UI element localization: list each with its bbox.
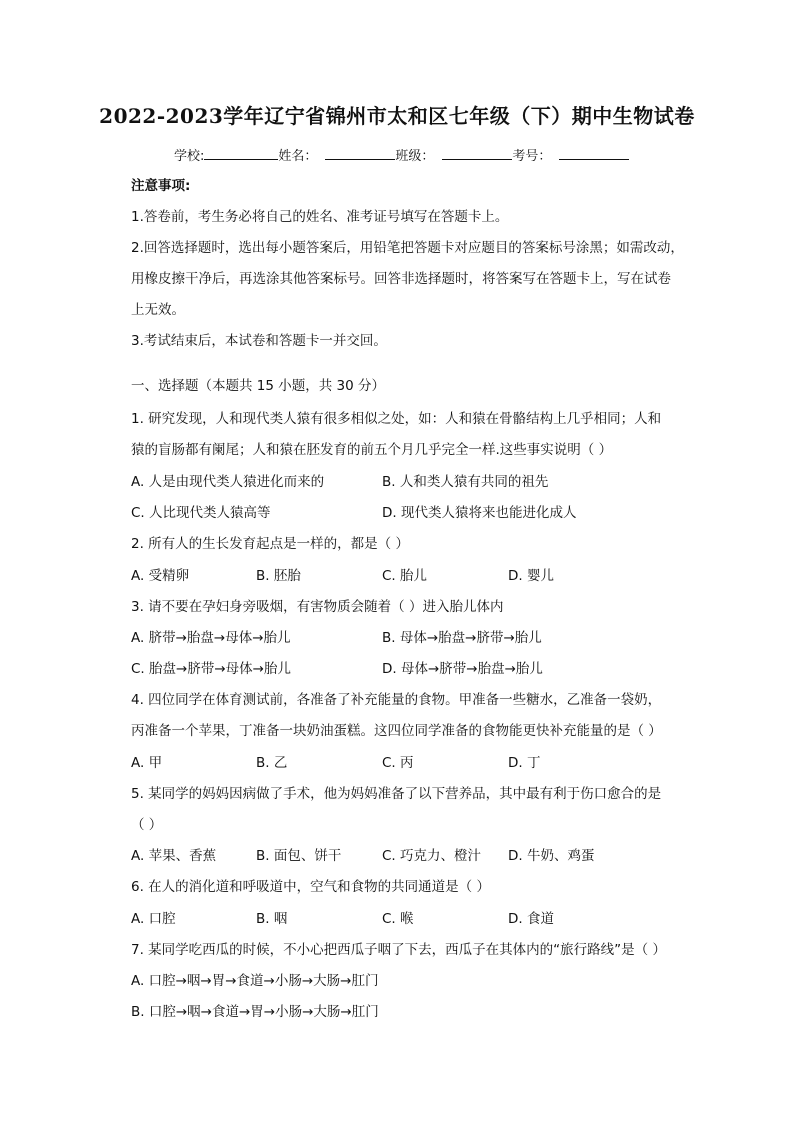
page-title: 2022-2023学年辽宁省锦州市太和区七年级（下）期中生物试卷 bbox=[99, 104, 695, 128]
q1-option-d: D. 现代类人猿将来也能进化成人 bbox=[382, 505, 577, 521]
notice-item: 用橡皮擦干净后，再选涂其他答案标号。回答非选择题时，将答案写在答题卡上，写在试卷 bbox=[131, 271, 671, 287]
question-2-text: 2. 所有人的生长发育起点是一样的，都是（ ） bbox=[131, 536, 409, 552]
question-5-text: （ ） bbox=[131, 817, 163, 833]
question-4-text: 丙准备一个苹果，丁准备一块奶油蛋糕。这四位同学准备的食物能更快补充能量的是（ ） bbox=[131, 723, 662, 739]
question-4-text: 4. 四位同学在体育测试前，各准备了补充能量的食物。甲准备一些糖水，乙准备一袋奶， bbox=[131, 692, 662, 708]
class-label: 班级： bbox=[395, 149, 435, 164]
q6-option-d: D. 食道 bbox=[508, 911, 554, 927]
question-5-text: 5. 某同学的妈妈因病做了手术，他为妈妈准备了以下营养品，其中最有利于伤口愈合的是 bbox=[131, 786, 662, 802]
notice-item: 上无效。 bbox=[131, 302, 185, 318]
name-blank[interactable] bbox=[325, 147, 395, 160]
q3-option-d: D. 母体→脐带→胎盘→胎儿 bbox=[382, 661, 543, 677]
student-info-line bbox=[174, 145, 629, 164]
q5-option-b: B. 面包、饼干 bbox=[256, 848, 342, 864]
q2-option-a: A. 受精卵 bbox=[131, 568, 190, 584]
q4-option-d: D. 丁 bbox=[508, 755, 541, 771]
notice-item: 1.答卷前，考生务必将自己的姓名、准考证号填写在答题卡上。 bbox=[131, 209, 509, 225]
q2-option-c: C. 胎儿 bbox=[382, 568, 428, 584]
notice-item: 2.回答选择题时，选出每小题答案后，用铅笔把答题卡对应题目的答案标号涂黑；如需改动， bbox=[131, 240, 684, 256]
q1-option-c: C. 人比现代类人猿高等 bbox=[131, 505, 271, 521]
q5-option-d: D. 牛奶、鸡蛋 bbox=[508, 848, 595, 864]
section-heading: 一、选择题（本题共 15 小题，共 30 分） bbox=[131, 378, 386, 394]
q5-option-a: A. 苹果、香蕉 bbox=[131, 848, 217, 864]
q6-option-a: A. 口腔 bbox=[131, 911, 176, 927]
q4-option-c: C. 丙 bbox=[382, 755, 414, 771]
q3-option-b: B. 母体→胎盘→脐带→胎儿 bbox=[382, 630, 542, 646]
question-1-text: 1. 研究发现，人和现代类人猿有很多相似之处，如：人和猿在骨骼结构上几乎相同；人和 bbox=[131, 411, 662, 427]
q7-option-b: B. 口腔→咽→食道→胃→小肠→大肠→肛门 bbox=[131, 1004, 379, 1020]
q6-option-c: C. 喉 bbox=[382, 911, 414, 927]
question-6-text: 6. 在人的消化道和呼吸道中，空气和食物的共同通道是（ ） bbox=[131, 879, 490, 895]
q2-option-b: B. 胚胎 bbox=[256, 568, 301, 584]
q4-option-b: B. 乙 bbox=[256, 755, 288, 771]
q3-option-c: C. 胎盘→脐带→母体→胎儿 bbox=[131, 661, 291, 677]
school-blank[interactable] bbox=[204, 147, 278, 160]
q5-option-c: C. 巧克力、橙汁 bbox=[382, 848, 482, 864]
school-label: 学校: bbox=[174, 149, 205, 164]
number-blank[interactable] bbox=[559, 147, 629, 160]
name-label: 姓名： bbox=[278, 149, 318, 164]
question-3-text: 3. 请不要在孕妇身旁吸烟，有害物质会随着（ ）进入胎儿体内 bbox=[131, 599, 504, 615]
number-label: 考号： bbox=[512, 149, 552, 164]
question-1-text: 猿的盲肠都有阑尾；人和猿在胚发育的前五个月几乎完全一样.这些事实说明（ ） bbox=[131, 442, 613, 458]
q1-option-a: A. 人是由现代类人猿进化而来的 bbox=[131, 474, 325, 490]
notice-item: 3.考试结束后，本试卷和答题卡一并交回。 bbox=[131, 333, 387, 349]
class-blank[interactable] bbox=[442, 147, 512, 160]
notice-heading: 注意事项: bbox=[131, 178, 191, 194]
q7-option-a: A. 口腔→咽→胃→食道→小肠→大肠→肛门 bbox=[131, 973, 379, 989]
q4-option-a: A. 甲 bbox=[131, 755, 163, 771]
q1-option-b: B. 人和类人猿有共同的祖先 bbox=[382, 474, 549, 490]
q6-option-b: B. 咽 bbox=[256, 911, 288, 927]
q2-option-d: D. 婴儿 bbox=[508, 568, 554, 584]
q3-option-a: A. 脐带→胎盘→母体→胎儿 bbox=[131, 630, 291, 646]
question-7-text: 7. 某同学吃西瓜的时候，不小心把西瓜子咽了下去，西瓜子在其体内的“旅行路线”是（ ） bbox=[131, 942, 666, 958]
